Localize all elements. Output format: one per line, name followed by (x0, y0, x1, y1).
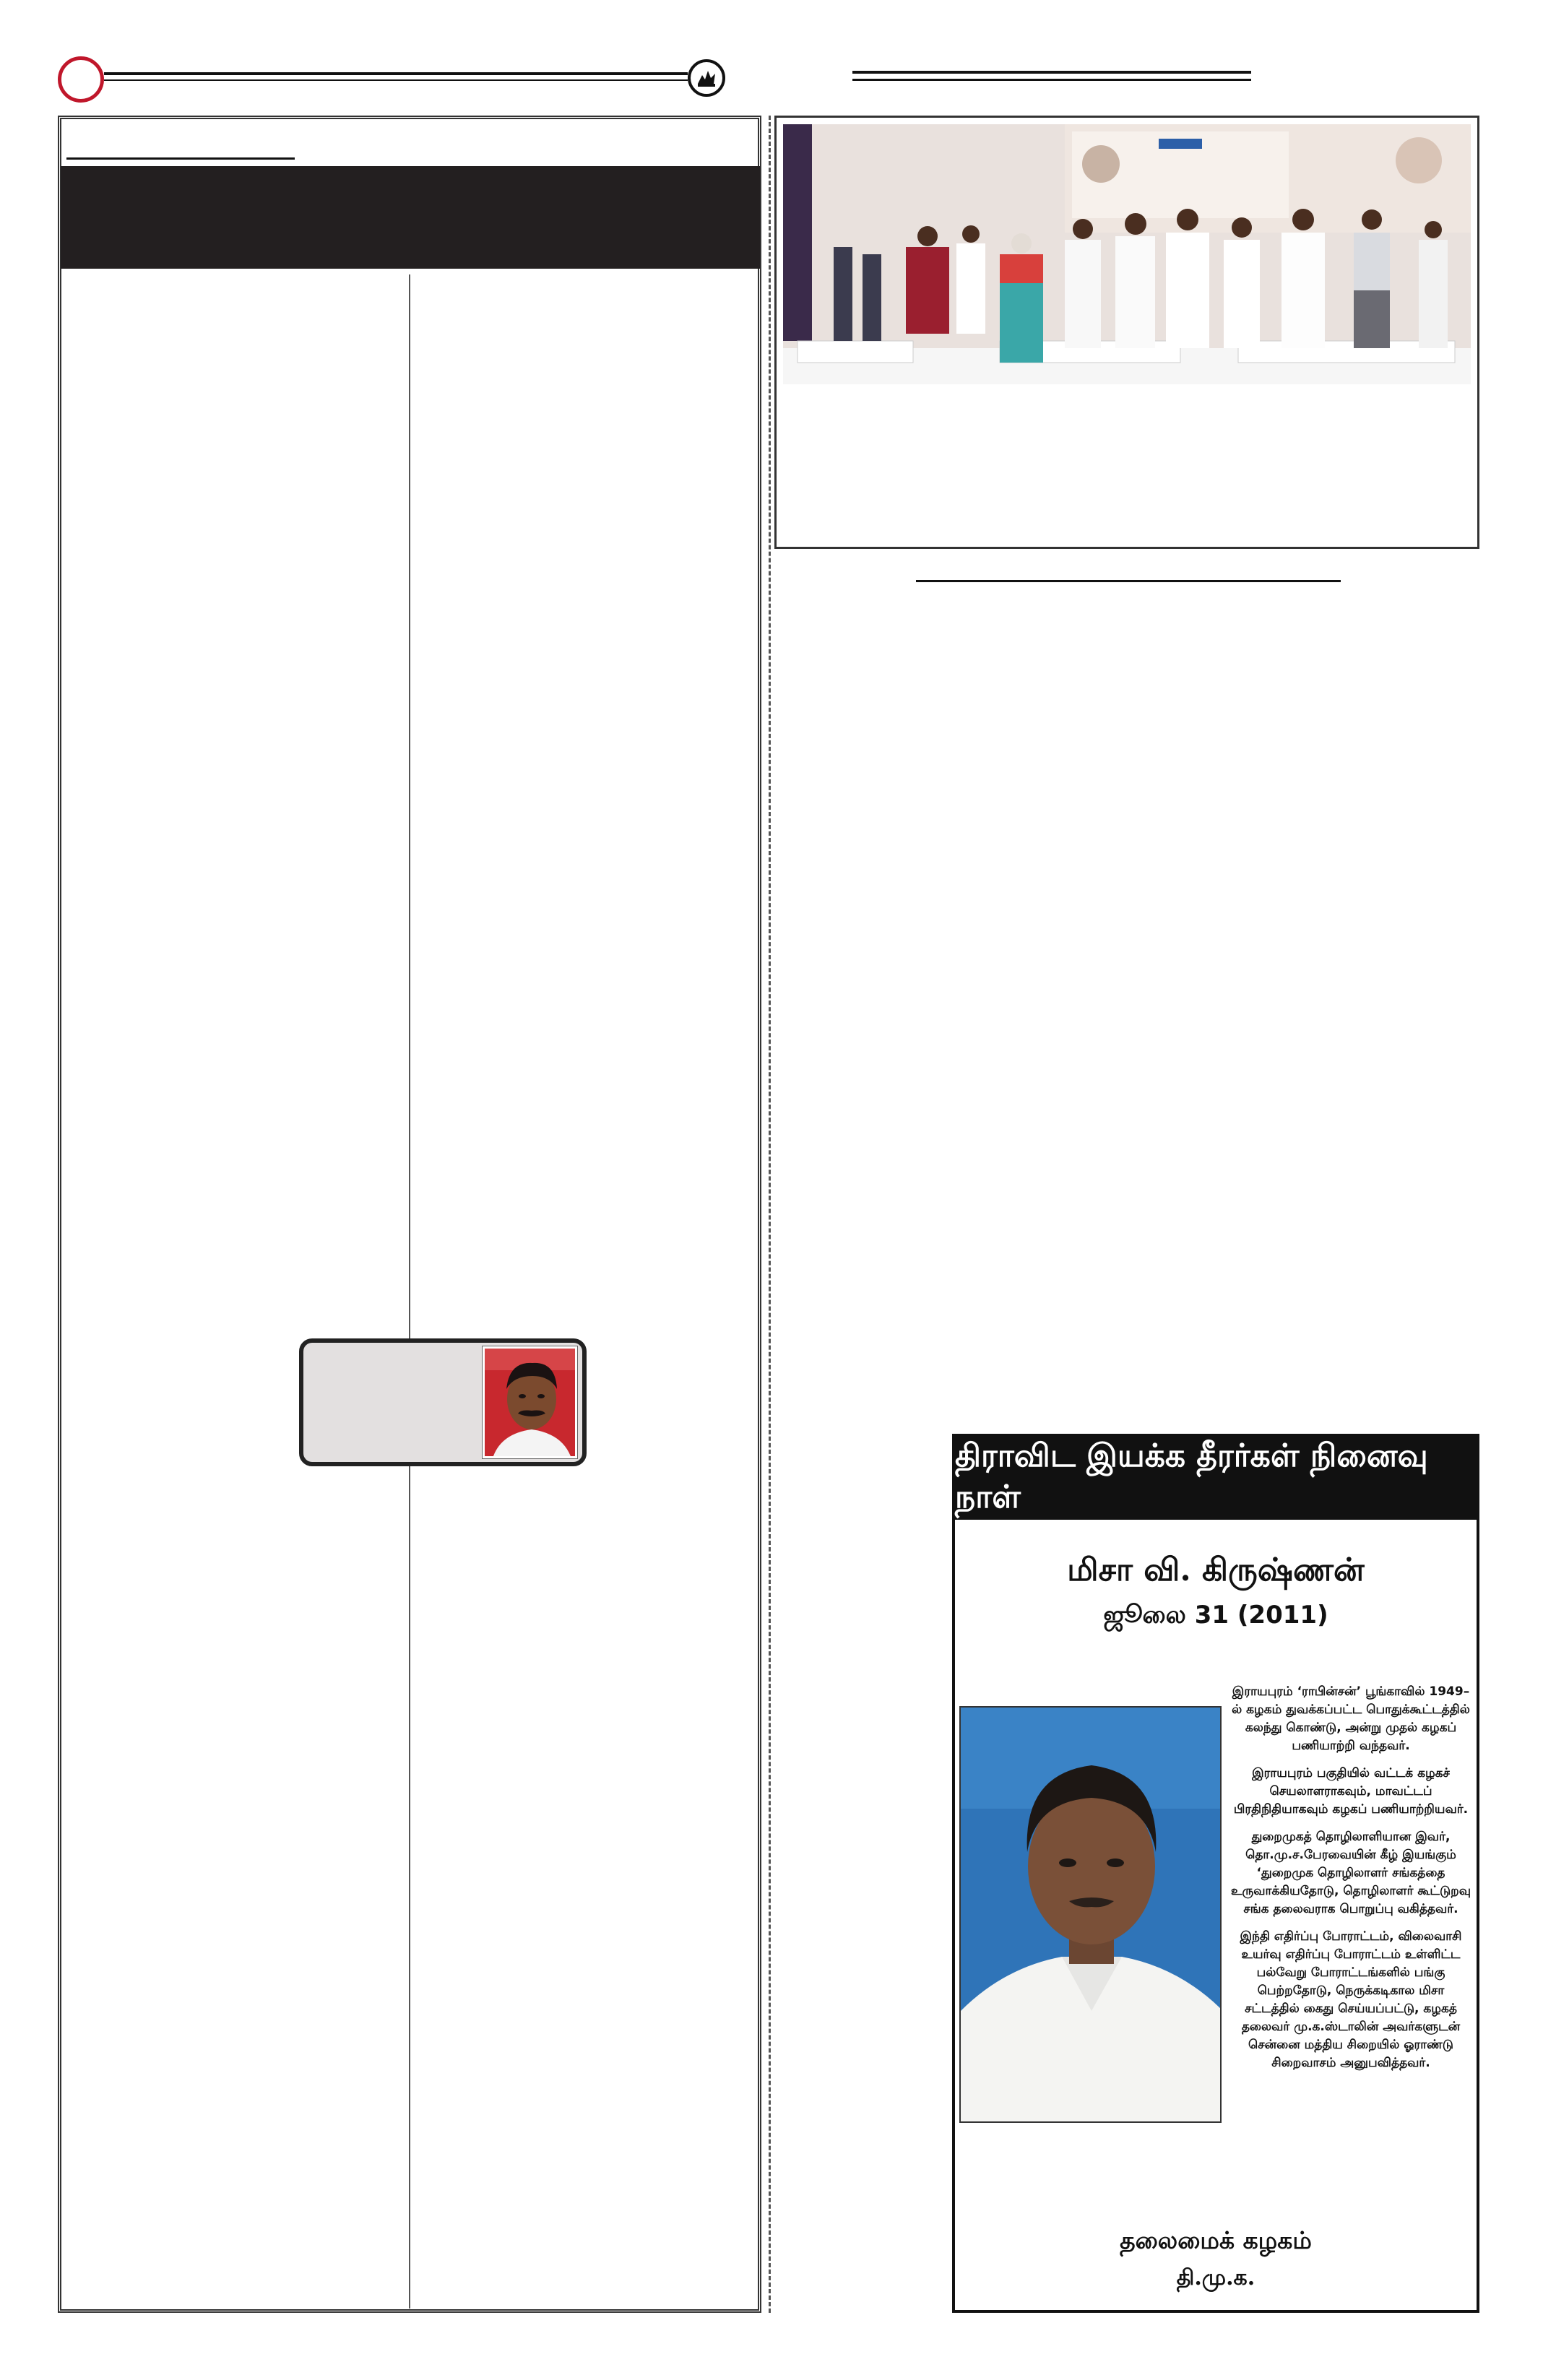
author-photo (483, 1346, 577, 1458)
memorial-date: ஜூலை 31 (2011) (1103, 1601, 1328, 1630)
memorial-signature-org: தலைமைக் கழகம் (1120, 2226, 1312, 2254)
headline-banner (61, 166, 760, 269)
memorial-bio-paragraph: இராயபுரம் பகுதியில் வட்டக் கழகச் செயலாளராகவும், மாவட்டப் பிரதிநிதியாகவும் கழகப் பணியாற்றியவர். (1233, 1766, 1469, 1817)
page-divider (769, 116, 771, 2313)
event-photo (783, 124, 1471, 384)
kicker-rule (66, 157, 295, 160)
memorial-bio-paragraph: இராயபுரம் ‘ராபின்சன்’ பூங்காவில் 1949–ல் கழகம் துவக்கப்பட்ட பொதுக்கூட்டத்தில் கலந்து கொண்டு, அன்று முதல் கழகப் பணியாற்றி வந்தவர். (1232, 1684, 1470, 1753)
memorial-banner: திராவிட இயக்க தீரர்கள் நினைவு நாள் (955, 1437, 1477, 1520)
right-header-rule (852, 71, 1251, 81)
memorial-name: மிசா வி. கிருஷ்ணன் (1067, 1552, 1365, 1588)
page-marker-circle-icon (58, 56, 104, 103)
memorial-bio-paragraph: இந்தி எதிர்ப்பு போராட்டம், விலைவாசி உயர்வு எதிர்ப்பு போராட்டம் உள்ளிட்ட பல்வேறு போராட்டங்களில் பங்கு பெற்றதோடு, நெருக்கடிகால மிசா சட்டத்தில் கைது செய்யப்பட்டு, கழகத் தலைவர் மு.க.ஸ்டாலின் அவர்களுடன் சென்னை மத்திய சிறையில் ஓராண்டு சிறைவாசம் அனுபவித்தவர். (1240, 1929, 1462, 2070)
memorial-bio (1228, 1683, 1474, 2082)
party-emblem-icon (688, 59, 725, 97)
column-divider (409, 274, 410, 2308)
header-rule (104, 72, 688, 81)
memorial-portrait (959, 1706, 1222, 2123)
section-rule (916, 580, 1341, 582)
memorial-bio-paragraph: துறைமுகத் தொழிலாளியான இவர், தொ.மு.ச.பேரவையின் கீழ் இயங்கும் ‘துறைமுக தொழிலாளர் சங்கத்தை உருவாக்கியதோடு, தொழிலாளர் கூட்டுறவு சங்க தலைவராக பொறுப்பு வகித்தவர். (1231, 1830, 1471, 1916)
memorial-signature-party: தி.மு.க. (1176, 2265, 1255, 2290)
